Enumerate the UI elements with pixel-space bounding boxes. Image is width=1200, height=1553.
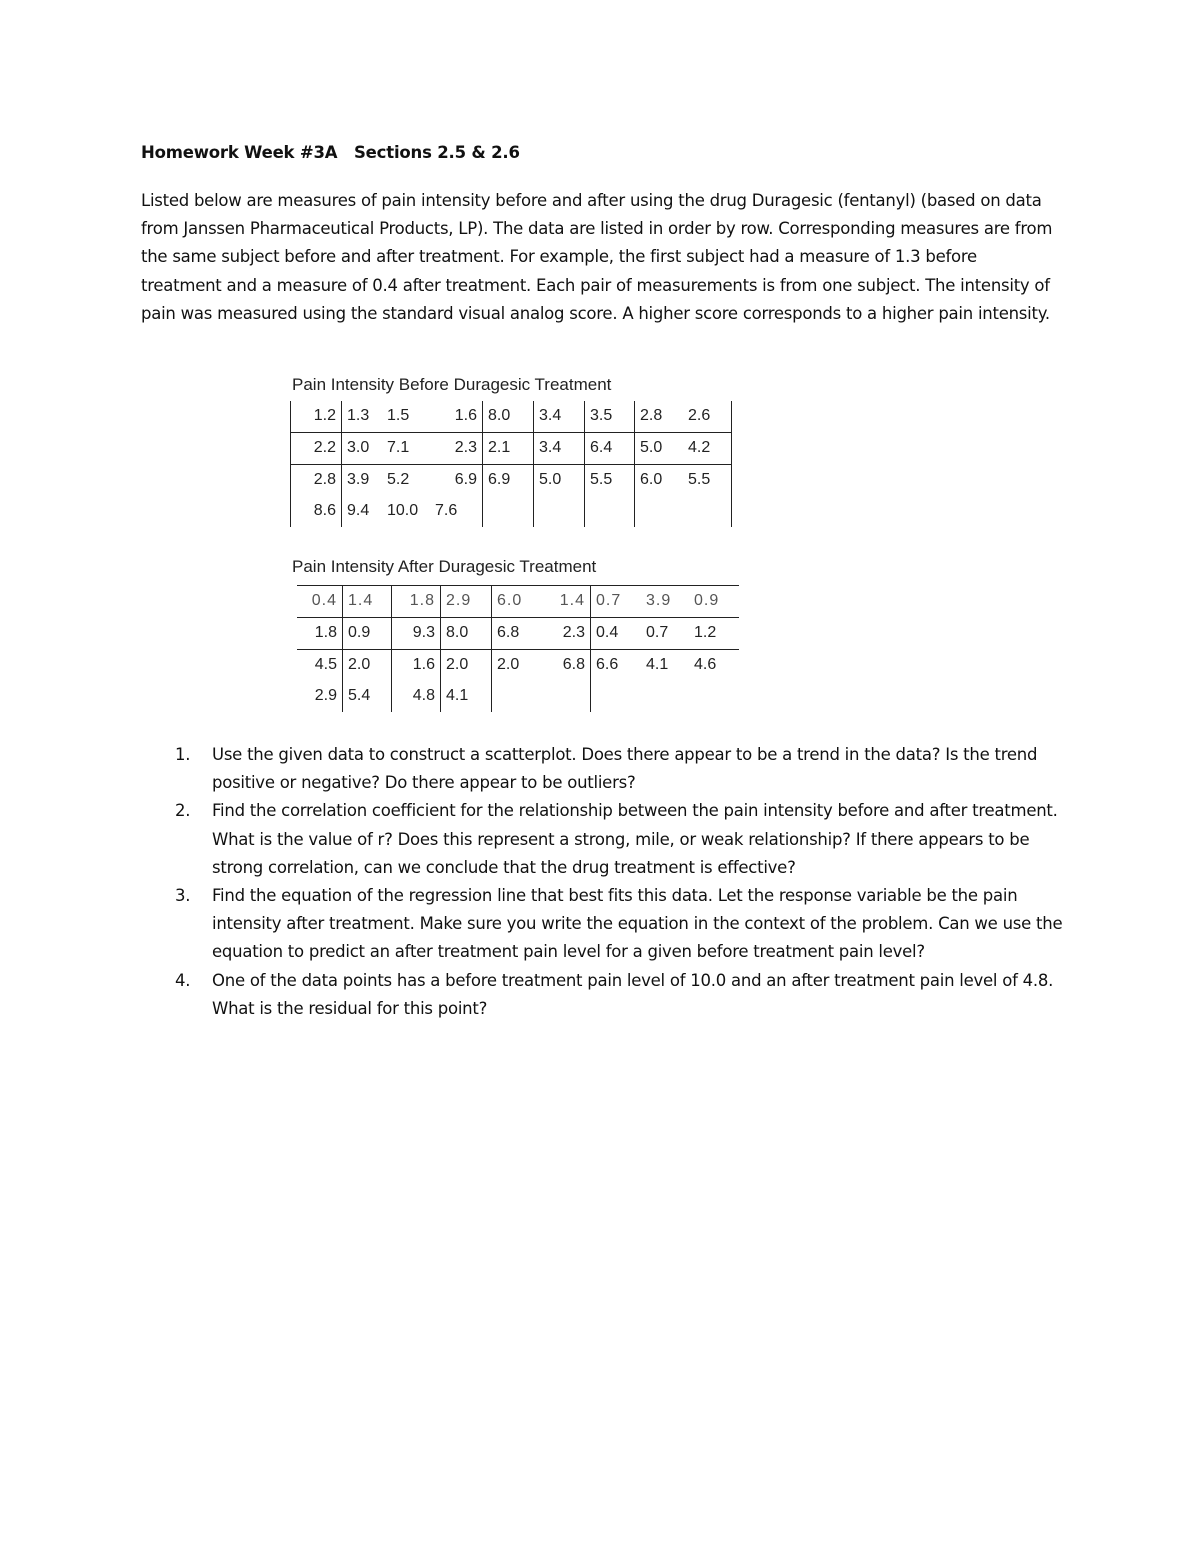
before-table-caption: Pain Intensity Before Duragesic Treatment: [292, 375, 612, 394]
table-cell: 6.8: [542, 650, 591, 682]
table-cell: 2.8: [291, 465, 342, 497]
table-cell: [534, 496, 585, 527]
table-row: [297, 681, 739, 712]
table-cell: 3.5: [585, 401, 635, 433]
table-cell: 0.4: [297, 586, 343, 618]
table-cell: 1.4: [542, 586, 591, 618]
table-cell: [635, 496, 684, 527]
table-cell: 2.8: [635, 401, 684, 433]
table-cell: 5.5: [683, 465, 732, 497]
title-sections: Sections 2.5 & 2.6: [354, 143, 520, 162]
table-cell: 8.0: [441, 618, 492, 650]
table-cell: [689, 681, 739, 712]
table-cell: 6.0: [492, 586, 543, 618]
table-cell: 5.0: [534, 465, 585, 497]
table-cell: [683, 496, 732, 527]
table-cell: 8.0: [483, 401, 534, 433]
table-cell: 2.3: [542, 618, 591, 650]
table-cell: 5.0: [635, 433, 684, 465]
table-cell: 2.3: [430, 433, 483, 465]
question-text: Find the correlation coefficient for the relationship between the pain intensity before and after treatment. What is the value of r? Does this represent a strong, mile, or weak relationship? If there appears to be strong correlation, can we conclude that the drug treatment is effective?: [212, 801, 1058, 877]
after-table-caption: Pain Intensity After Duragesic Treatment: [292, 557, 597, 576]
table-cell: 2.9: [314, 686, 337, 704]
table-cell: 6.6: [591, 650, 642, 682]
table-cell: 3.4: [534, 433, 585, 465]
table-cell: 2.2: [291, 433, 342, 465]
table-cell: [585, 496, 635, 527]
table-cell: 4.1: [641, 650, 689, 682]
table-cell: 0.7: [591, 586, 642, 618]
table-cell: [641, 681, 689, 712]
table-row: [297, 650, 739, 682]
table-row: [297, 618, 739, 650]
after-table: [297, 585, 739, 712]
table-cell: 4.2: [683, 433, 732, 465]
table-cell: 1.8: [392, 586, 441, 618]
before-table: [290, 401, 732, 527]
question-item: [141, 797, 1071, 882]
table-cell: 2.0: [441, 650, 492, 682]
table-cell: 3.9: [342, 465, 383, 497]
table-cell: [591, 681, 642, 712]
table-cell: 0.7: [641, 618, 689, 650]
table-cell: 7.1: [382, 433, 430, 465]
table-cell: 6.4: [585, 433, 635, 465]
question-number: 3.: [175, 886, 191, 906]
table-row: [291, 433, 732, 465]
table-cell: 4.1: [441, 681, 492, 712]
question-item: [141, 882, 1071, 967]
table-cell: 6.8: [492, 618, 543, 650]
table-cell: 4.8: [392, 681, 441, 712]
table-cell: 2.9: [441, 586, 492, 618]
question-text: Use the given data to construct a scatterplot. Does there appear to be a trend in the data? Is the trend positive or negative? Do there appear to be outliers?: [212, 745, 1038, 793]
question-number: 4.: [175, 970, 191, 990]
table-row: [291, 496, 732, 527]
question-text: Find the equation of the regression line that best fits this data. Let the response variable be the pain intensity after treatment. Make sure you write the equation in the context of the problem. Can we use the equation to predict an after treatment pain level for a given before treatment pain level?: [212, 886, 1063, 962]
table-cell: 6.9: [430, 465, 483, 497]
table-cell: 2.0: [492, 650, 543, 682]
table-cell: 1.2: [689, 618, 739, 650]
intro-paragraph: Listed below are measures of pain intensity before and after using the drug Duragesic (fentanyl) (based on data from Janssen Pharmaceutical Products, LP). The data are listed in order by row. Corresponding measures are from the same subject before and after treatment. For example, the first subject had a measure of 1.3 before treatment and a measure of 0.4 after treatment. Each pair of measurements is from one subject. The intensity of pain was measured using the standard visual analog score. A higher score corresponds to a higher pain intensity.: [141, 191, 1053, 323]
table-cell: 1.4: [343, 586, 392, 618]
table-cell: 7.6: [435, 501, 458, 519]
table-cell: 6.0: [635, 465, 684, 497]
table-cell: 1.3: [342, 401, 383, 433]
table-cell: 1.6: [454, 406, 477, 424]
table-row: [291, 465, 732, 497]
table-cell: [542, 681, 591, 712]
question-list: [141, 741, 1071, 1023]
table-cell: 5.4: [343, 681, 392, 712]
table-cell: [492, 681, 543, 712]
table-row: [291, 401, 732, 433]
table-row: [297, 586, 739, 618]
title-week: Homework Week #3A: [141, 143, 338, 162]
question-number: 1.: [175, 745, 191, 764]
table-cell: 1.6: [392, 650, 441, 682]
table-cell: 9.4: [342, 496, 383, 527]
table-cell: 2.1: [483, 433, 534, 465]
table-cell: 0.9: [343, 618, 392, 650]
table-cell: 3.0: [342, 433, 383, 465]
table-cell: 1.8: [297, 618, 343, 650]
table-cell: 0.9: [689, 586, 739, 618]
page-title: [141, 143, 520, 162]
table-cell: 4.6: [689, 650, 739, 682]
table-cell: 9.3: [392, 618, 441, 650]
table-cell: 3.9: [641, 586, 689, 618]
table-cell: 1.5: [387, 406, 410, 424]
question-item: [141, 741, 1071, 797]
table-cell: 1.2: [291, 401, 342, 433]
table-cell: 5.5: [585, 465, 635, 497]
question-item: [141, 967, 1071, 1023]
table-cell: 8.6: [291, 496, 342, 527]
table-cell: 0.4: [591, 618, 642, 650]
table-cell: 10.0: [387, 501, 419, 519]
table-cell: 3.4: [534, 401, 585, 433]
table-cell: [483, 496, 534, 527]
table-cell: 5.2: [382, 465, 430, 497]
question-text: One of the data points has a before treatment pain level of 10.0 and an after treatment pain level of 4.8. What is the residual for this point?: [212, 970, 1054, 1018]
table-cell: 2.0: [343, 650, 392, 682]
question-number: 2.: [175, 801, 191, 821]
table-cell: 2.6: [683, 401, 732, 433]
table-cell: 4.5: [297, 650, 343, 682]
table-cell: 6.9: [483, 465, 534, 497]
